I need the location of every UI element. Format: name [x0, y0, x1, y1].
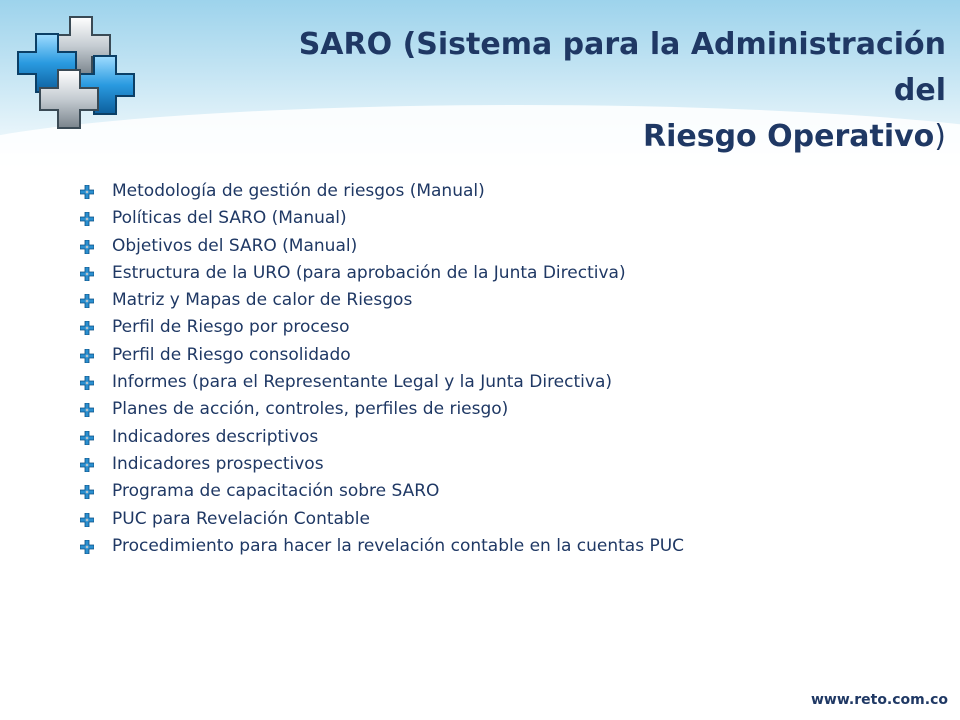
list-item — [80, 451, 684, 478]
cross-bullet-icon — [80, 513, 94, 527]
list-item-text: Programa de capacitación sobre SARO — [112, 481, 440, 502]
list-item-text: Planes de acción, controles, perfiles de riesgo) — [112, 399, 509, 420]
list-item — [80, 533, 684, 560]
list-item-text: Informes (para el Representante Legal y la Junta Directiva) — [112, 372, 612, 393]
cross-bullet-icon — [80, 185, 94, 199]
list-item-text: Estructura de la URO (para aprobación de la Junta Directiva) — [112, 262, 626, 283]
bullet-list — [80, 178, 684, 560]
list-item — [80, 314, 684, 341]
list-item-text: Metodología de gestión de riesgos (Manual) — [112, 181, 485, 201]
list-item-text: Indicadores prospectivos — [112, 453, 324, 474]
list-item-text: Políticas del SARO (Manual) — [112, 208, 347, 229]
list-item — [80, 424, 684, 451]
list-item-text: Perfil de Riesgo por proceso — [112, 317, 350, 338]
cross-bullet-icon — [80, 294, 94, 308]
cross-bullet-icon — [80, 403, 94, 417]
cross-bullet-icon — [80, 458, 94, 472]
cross-bullet-icon — [80, 212, 94, 226]
list-item-text: Objetivos del SARO (Manual) — [112, 235, 358, 256]
list-item — [80, 506, 684, 533]
list-item — [80, 369, 684, 396]
list-item — [80, 396, 684, 423]
cross-bullet-icon — [80, 431, 94, 445]
title-close-paren: ) — [934, 119, 946, 154]
cross-bullet-icon — [80, 376, 94, 390]
cross-cluster-logo-icon — [8, 12, 138, 132]
list-item — [80, 478, 684, 505]
list-item-text: Perfil de Riesgo consolidado — [112, 344, 351, 365]
list-item — [80, 342, 684, 369]
title-line-1: SARO (Sistema para la Administración del — [298, 27, 946, 108]
list-item — [80, 178, 684, 205]
title-line-2: Riesgo Operativo — [643, 119, 935, 154]
list-item — [80, 287, 684, 314]
cross-bullet-icon — [80, 485, 94, 499]
list-item-text: Procedimiento para hacer la revelación contable en la cuentas PUC — [112, 535, 685, 556]
list-item-text: Indicadores descriptivos — [112, 426, 319, 447]
list-item — [80, 205, 684, 232]
list-item-text: PUC para Revelación Contable — [112, 508, 370, 529]
cross-bullet-icon — [80, 267, 94, 281]
cross-bullet-icon — [80, 240, 94, 254]
footer-url: www.reto.com.co — [811, 692, 948, 708]
list-item-text: Matriz y Mapas de calor de Riesgos — [112, 290, 413, 311]
slide-title — [246, 22, 946, 160]
list-item — [80, 233, 684, 260]
cross-bullet-icon — [80, 321, 94, 335]
cross-bullet-icon — [80, 349, 94, 363]
list-item — [80, 260, 684, 287]
cross-bullet-icon — [80, 540, 94, 554]
